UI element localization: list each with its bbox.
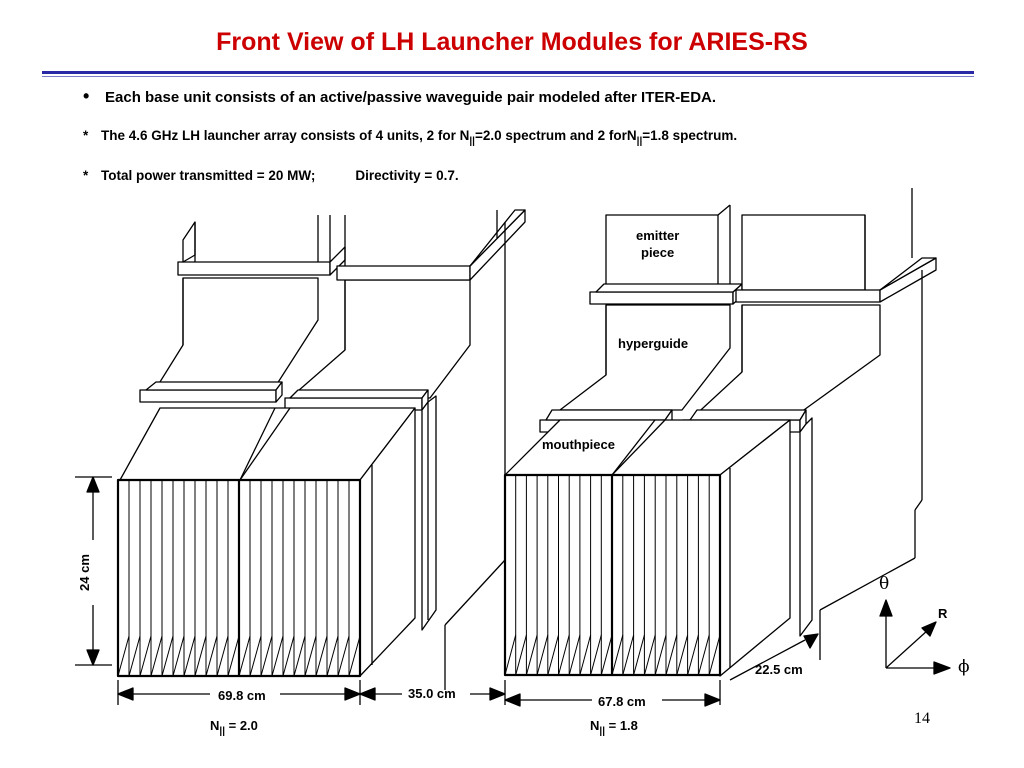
note-text-b: =2.0 spectrum and 2 forN [474,128,637,143]
n-parallel-left-label [210,718,258,737]
n-right-value: = 1.8 [605,718,638,733]
note-star: * [83,128,89,143]
left-rear-module [140,215,345,402]
note-sub-b: || [636,136,643,147]
bullet-dot: • [83,86,90,106]
emitter-label-line1: emitter [636,228,680,243]
note-text-c: =1.8 spectrum. [642,128,738,143]
right-mouthpiece [505,420,790,676]
height-dimension-label: 24 cm [76,554,92,591]
n-right-subscript: || [599,726,605,737]
n-left-symbol: N [210,718,220,733]
n-left-subscript: || [219,726,225,737]
hyperguide-label: hyperguide [618,336,689,351]
note-text-a: The 4.6 GHz LH launcher array consists of 4 units, 2 for N [101,128,470,143]
note-power-text: Total power transmitted = 20 MW; [101,168,316,183]
gap-label: 35.0 cm [408,686,456,701]
width-right-label: 67.8 cm [598,694,646,709]
bullet-text: Each base unit consists of an active/passive waveguide pair modeled after ITER-EDA. [105,89,717,106]
n-parallel-right-label [590,718,638,737]
theta-axis-label: θ [879,574,890,594]
phi-axis-label: ϕ [958,657,970,677]
slide-title: Front View of LH Launcher Modules for ARIES-RS [216,28,808,56]
left-mouthpiece [118,408,415,676]
note-star: * [83,168,89,183]
mouthpiece-label: mouthpiece [542,437,615,452]
n-right-symbol: N [590,718,600,733]
width-left-label: 69.8 cm [218,688,266,703]
note-directivity-text: Directivity = 0.7. [355,168,459,183]
note-sub-a: || [469,136,475,147]
r-axis-label: R [938,606,948,621]
page-number: 14 [914,710,930,727]
depth-label: 22.5 cm [755,662,803,677]
emitter-label-line2: piece [641,245,675,260]
n-left-value: = 2.0 [225,718,258,733]
